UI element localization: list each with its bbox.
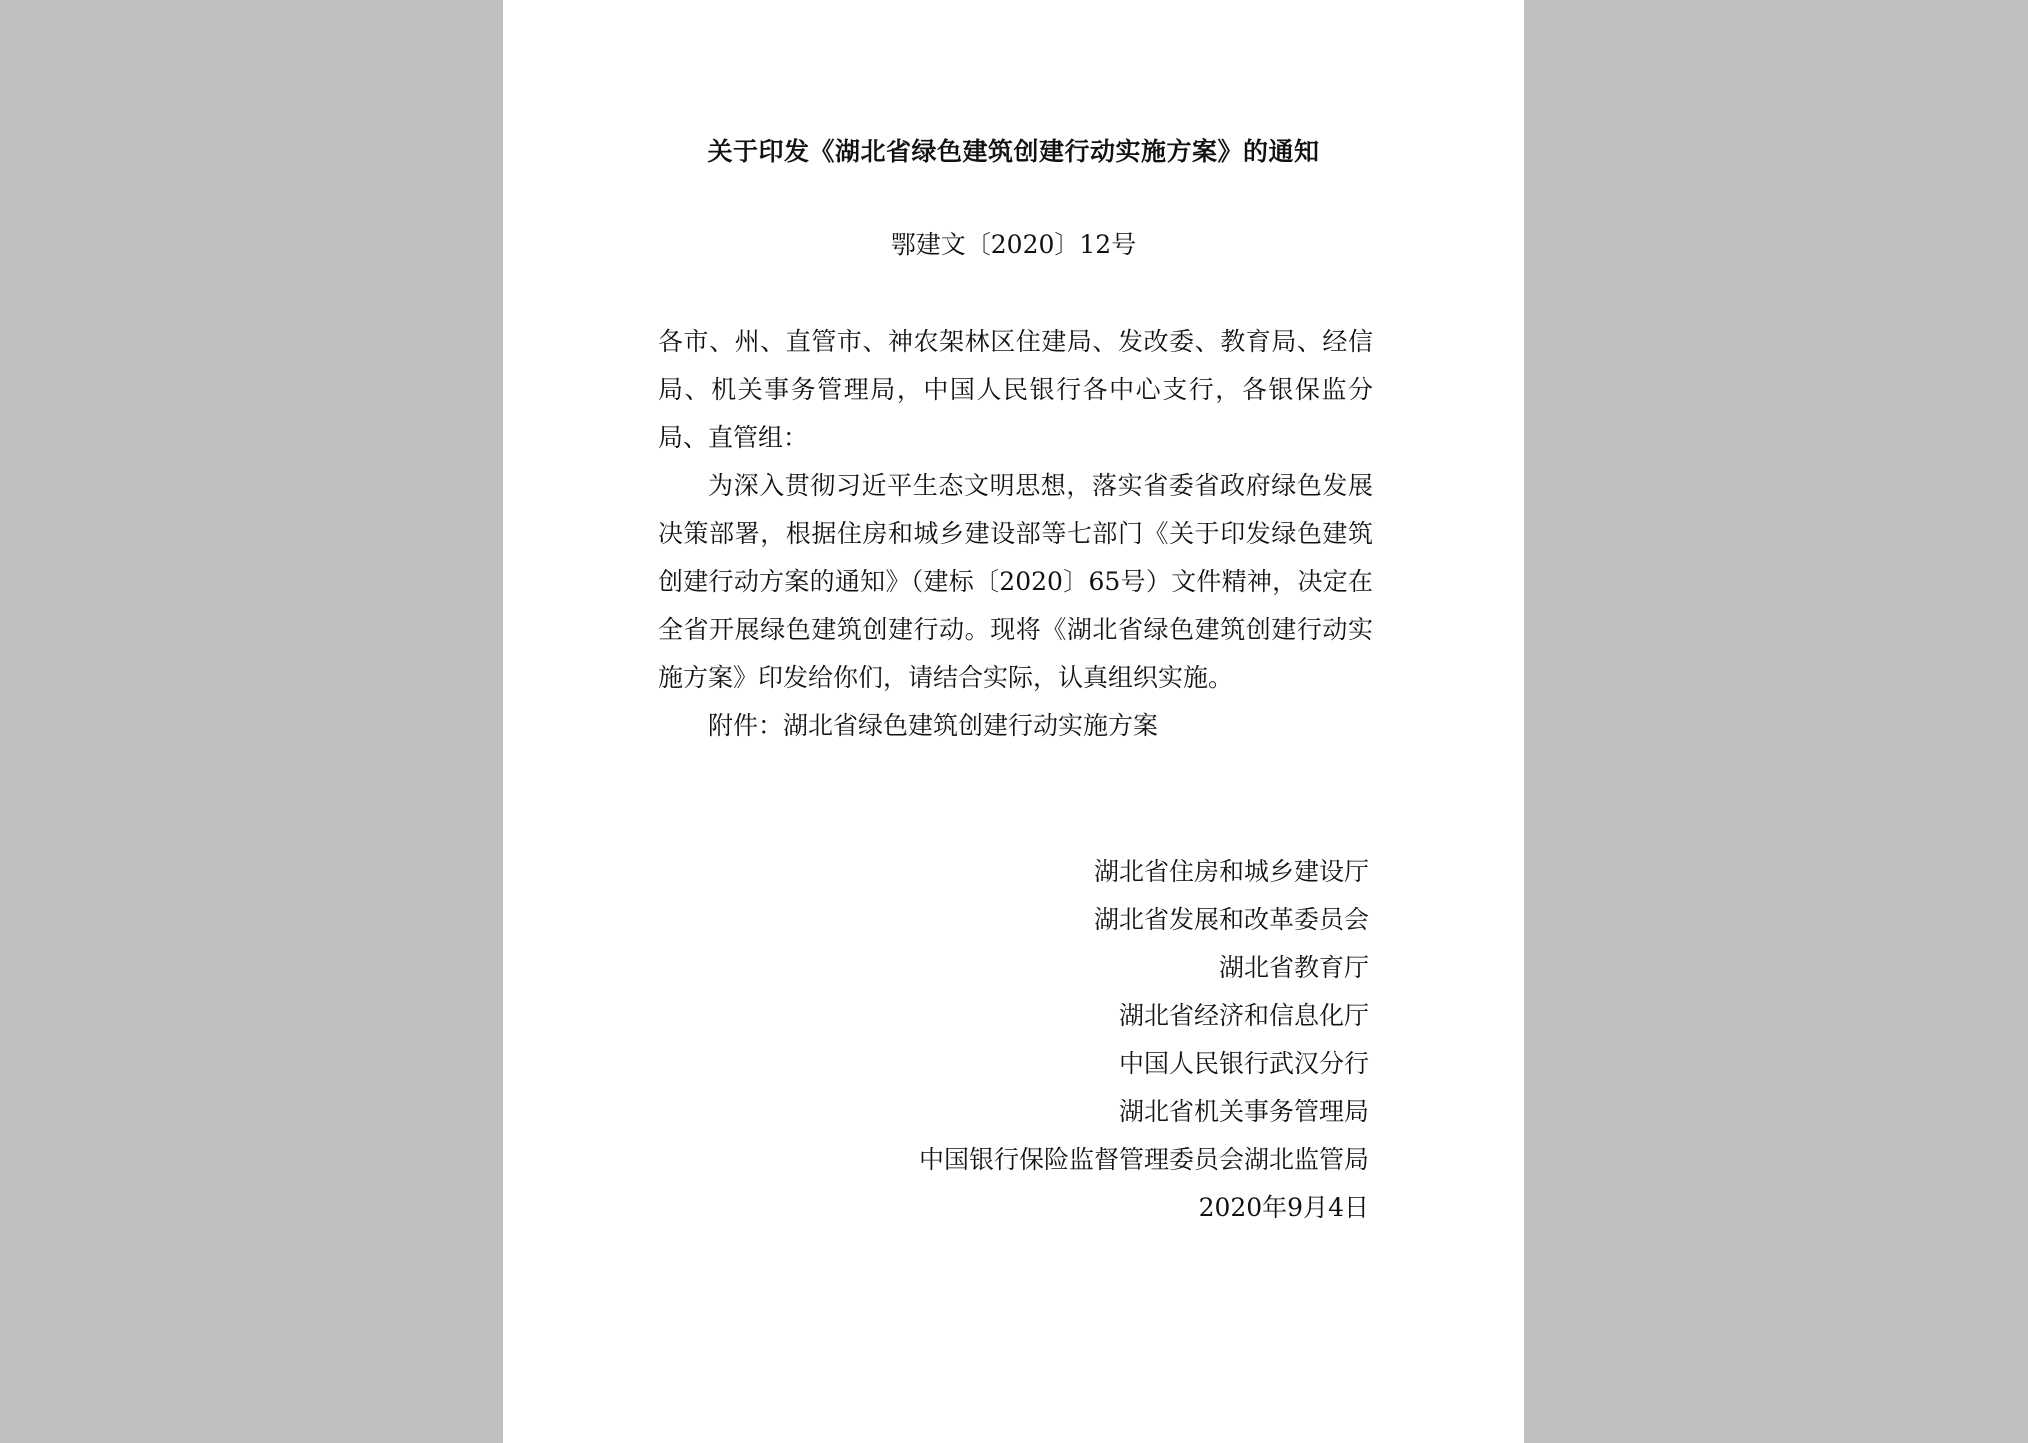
document-title: 关于印发《湖北省绿色建筑创建行动实施方案》的通知 — [707, 137, 1320, 166]
signature-date: 2020年9月4日 — [1198, 1193, 1369, 1222]
signer-6: 湖北省机关事务管理局 — [1118, 1097, 1369, 1126]
document-number: 鄂建文〔2020〕12号 — [890, 230, 1137, 259]
signer-2: 湖北省发展和改革委员会 — [1093, 905, 1369, 934]
recipients-paragraph: 各市、州、直管市、神农架林区住建局、发改委、教育局、经信局、机关事务管理局，中国人民银行各中心支行，各银保监分局、直管组： — [658, 327, 1373, 452]
signer-3: 湖北省教育厅 — [1218, 953, 1369, 982]
signer-4: 湖北省经济和信息化厅 — [1118, 1001, 1369, 1030]
body-paragraph: 为深入贯彻习近平生态文明思想，落实省委省政府绿色发展决策部署，根据住房和城乡建设部等七部门《关于印发绿色建筑创建行动方案的通知》（建标〔2020〕65号）文件精神，决定在全省开展绿色建筑创建行动。现将《湖北省绿色建筑创建行动实施方案》印发给你们，请结合实际，认真组织实施。 — [658, 471, 1373, 692]
signature-block — [919, 848, 1369, 1232]
document-body — [658, 318, 1373, 750]
document-page — [503, 0, 1524, 1443]
signer-1: 湖北省住房和城乡建设厅 — [1093, 857, 1369, 886]
signer-5: 中国人民银行武汉分行 — [1118, 1049, 1369, 1078]
signer-7: 中国银行保险监督管理委员会湖北监管局 — [918, 1145, 1369, 1174]
attachment-line: 附件：湖北省绿色建筑创建行动实施方案 — [708, 711, 1159, 740]
